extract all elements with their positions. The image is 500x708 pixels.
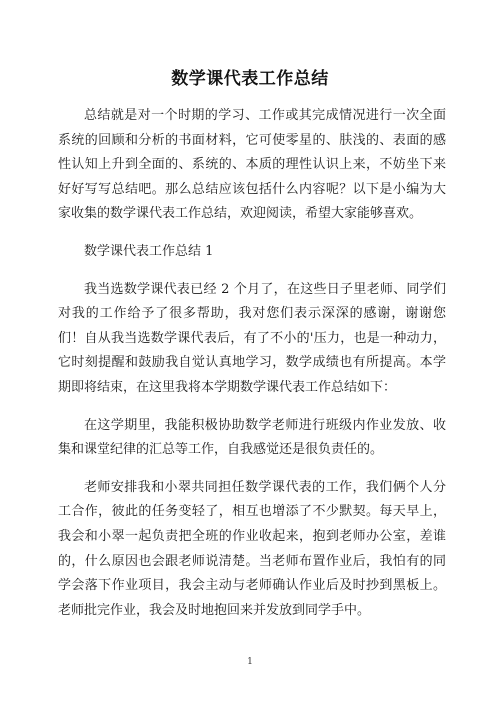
paragraph-3: 老师安排我和小翠共同担任数学课代表的工作，我们俩个人分工合作，彼此的任务变轻了，相互也增添了不少默契。每天早上，我会和小翠一起负责把全班的作业收起来，抱到老师办公室，差谁的，什么原因也会跟老师说清楚。当老师布置作业后，我怕有的同学会落下作业项目，我会主动与老师确认作业后及时抄到黑板上。老师批完作业，我会及时地抱回来并发放到同学手中。 xyxy=(58,479,446,618)
document-body xyxy=(58,104,446,636)
paragraph-2: 在这学期里，我能积极协助数学老师进行班级内作业发放、收集和课堂纪律的汇总等工作，自我感觉还是很负责任的。 xyxy=(58,417,446,458)
page-number: 1 xyxy=(247,657,253,667)
paragraph-intro: 总结就是对一个时期的学习、工作或其完成情况进行一次全面系统的回顾和分析的书面材料，它可使零星的、肤浅的、表面的感性认知上升到全面的、系统的、本质的理性认识上来，不妨坐下来好好写写总结吧。那么总结应该包括什么内容呢？以下是小编为大家收集的数学课代表工作总结，欢迎阅读，希望大家能够喜欢。 xyxy=(58,108,446,222)
section-heading: 数学课代表工作总结 1 xyxy=(84,243,214,259)
document-title: 数学课代表工作总结 xyxy=(171,69,329,89)
paragraph-1: 我当选数学课代表已经 2 个月了，在这些日子里老师、同学们对我的工作给予了很多帮助，我对您们表示深深的感谢，谢谢您们！自从我当选数学课代表后，有了不小的'压力，也是一种动力，它时刻提醒和鼓励我自觉认真地学习，数学成绩也有所提高。本学期即将结束，在这里我将本学期数学课代表工作总结如下： xyxy=(58,281,446,395)
